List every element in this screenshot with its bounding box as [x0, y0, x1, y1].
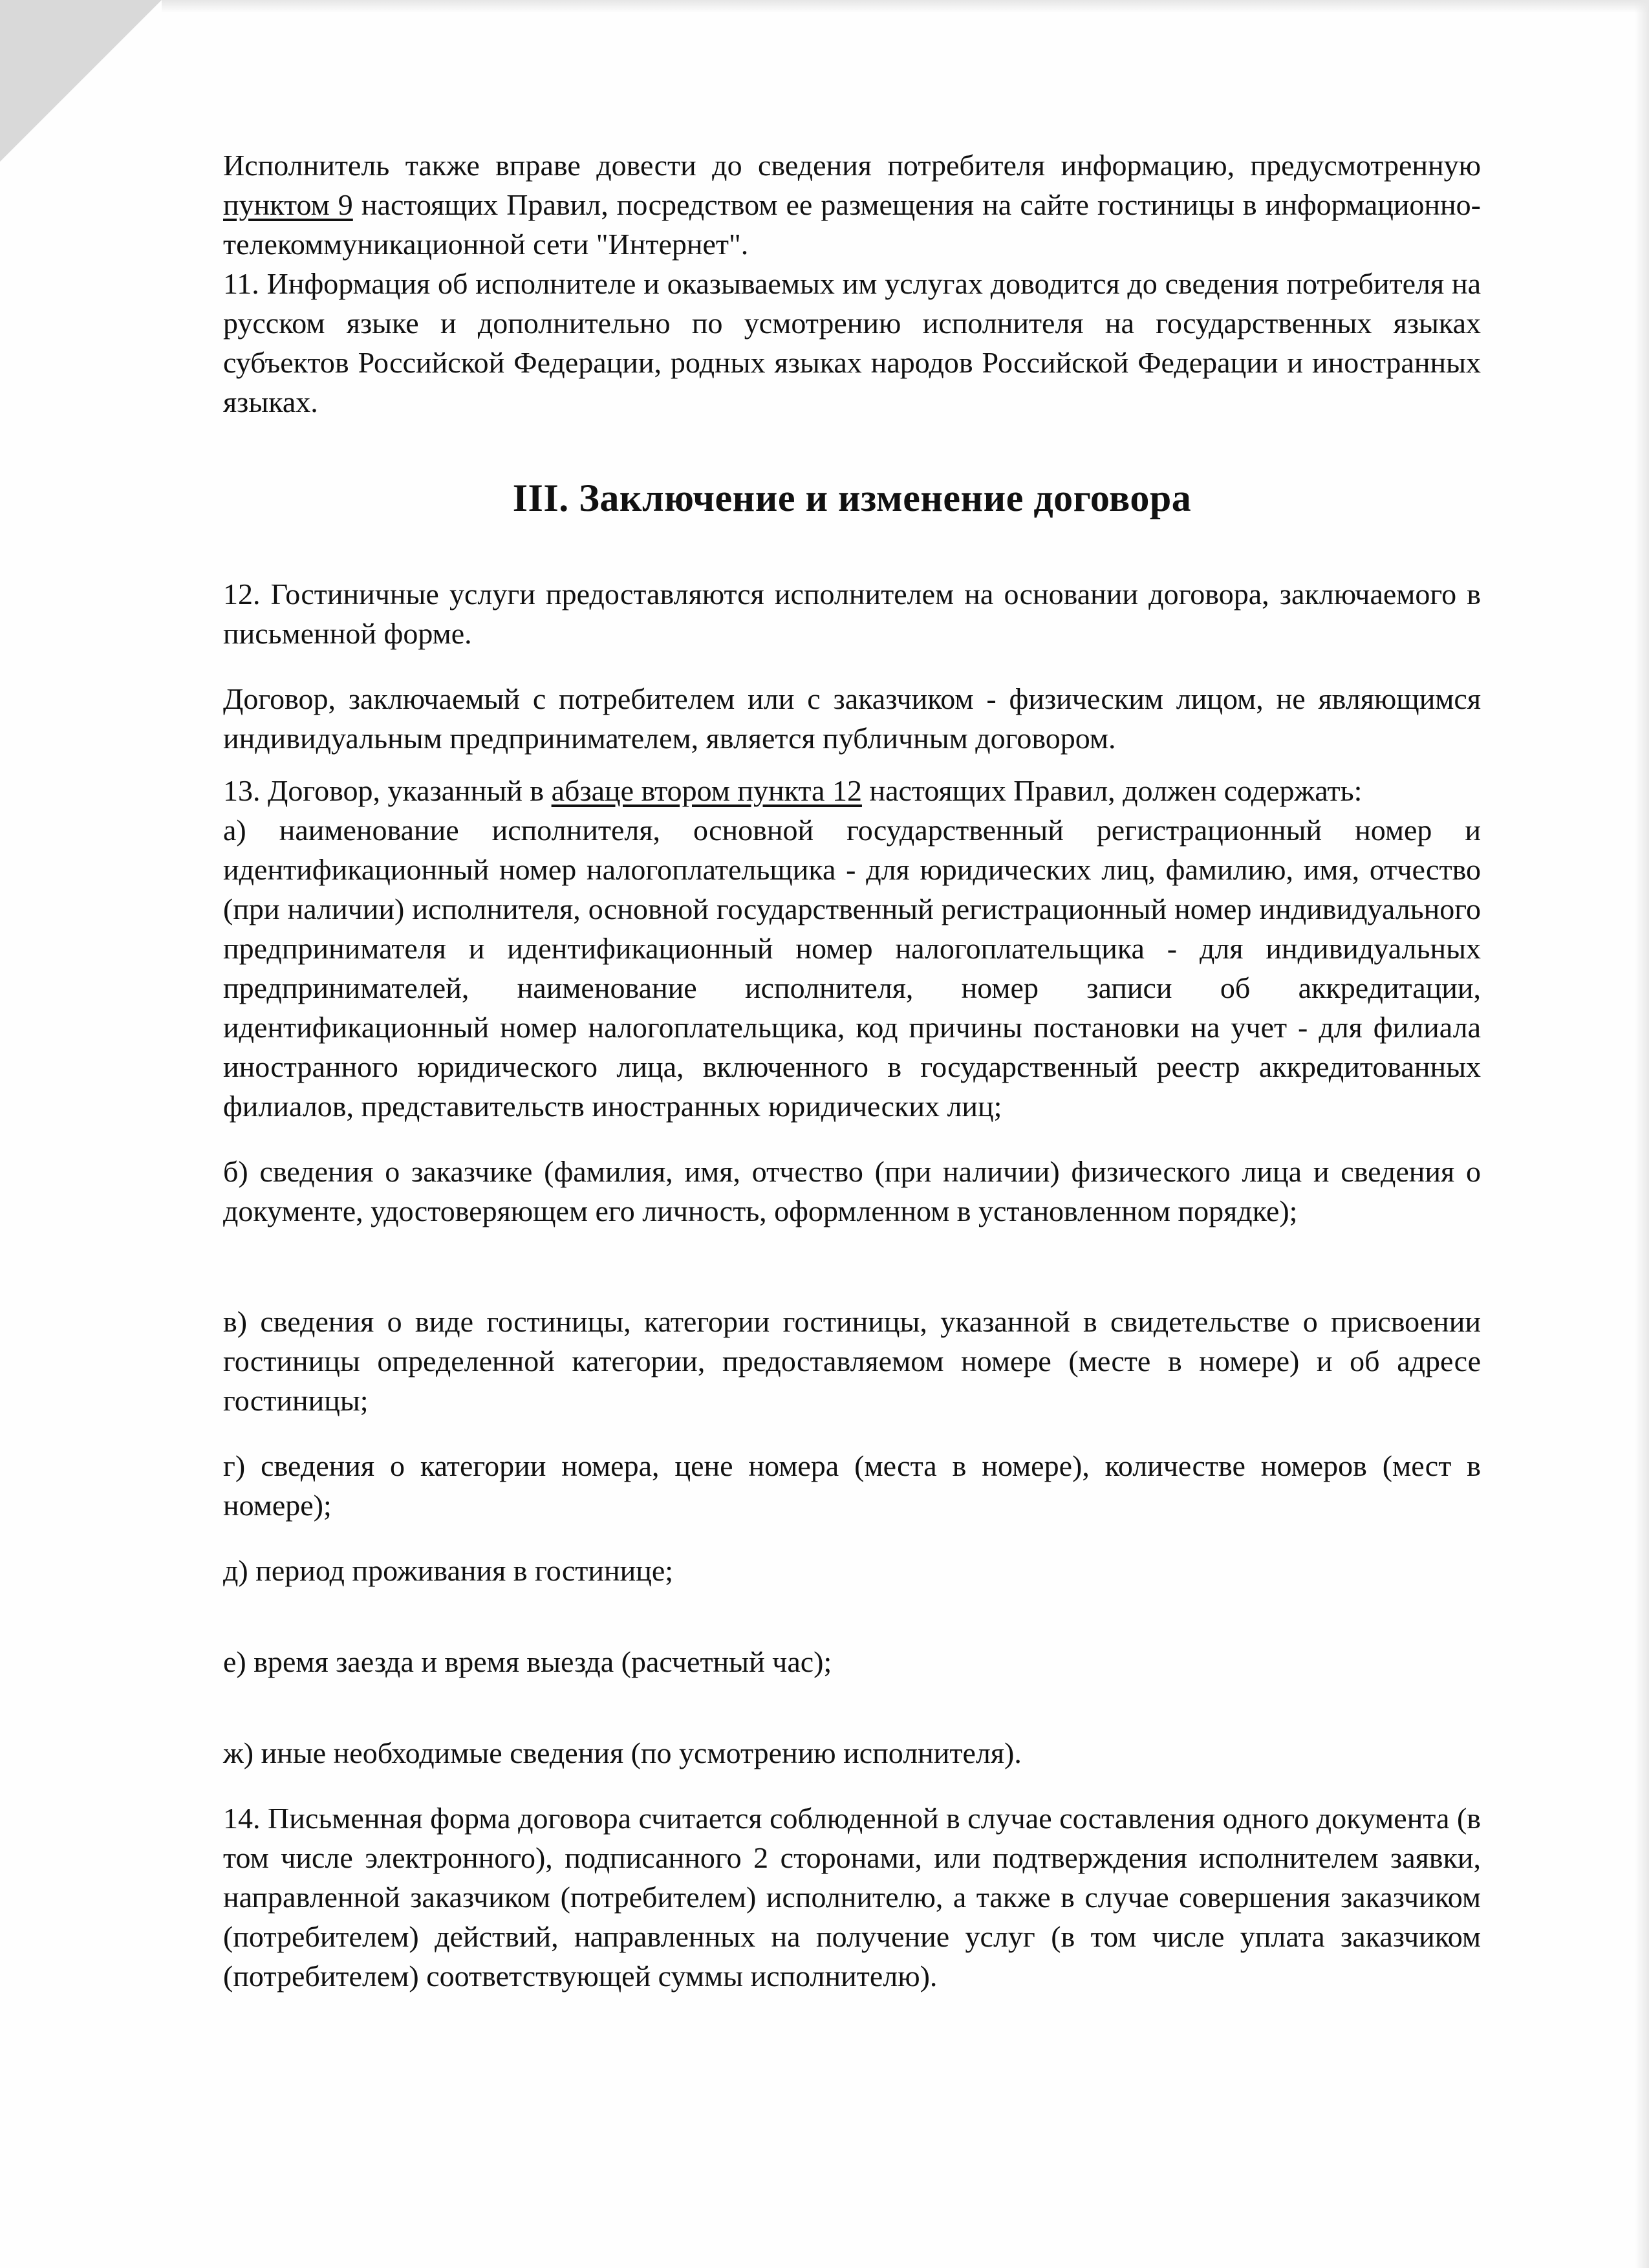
folded-corner: [0, 0, 162, 162]
scan-right-edge: [1635, 0, 1649, 2268]
list-item-d: д) период проживания в гостинице;: [223, 1554, 674, 1587]
paragraph-13-text-start: 13. Договор, указанный в: [223, 774, 552, 807]
paragraph-14: 14. Письменная форма договора считается соблюденной в случае составления одного документа (в том числе электронного), подписанного 2 сторонами, или подтверждения исполнителем заявки, направленной заказчиком (потребителем) исполнителю, а также в случае совершения заказчиком (потребителем) действий, направленных на получение услуг (в том числе уплата заказчиком (потребителем) соответствующей суммы исполнителю).: [223, 1802, 1481, 1993]
paragraph-10-text-start: Исполнитель также вправе довести до сведения потребителя информацию, предусмотренную: [223, 149, 1481, 182]
list-item-zh: ж) иные необходимые сведения (по усмотрению исполнителя).: [223, 1736, 1022, 1769]
reference-link-point-12[interactable]: абзаце втором пункта 12: [551, 774, 862, 807]
reference-link-point-9[interactable]: пунктом 9: [223, 188, 353, 221]
paragraph-13-text-end: настоящих Правил, должен содержать:: [861, 774, 1363, 807]
list-item-b: б) сведения о заказчике (фамилия, имя, отчество (при наличии) физического лица и сведения о документе, удостоверяющем его личность, оформленном в установленном порядке);: [223, 1155, 1481, 1227]
paragraph-13: [223, 771, 1481, 810]
list-item-a: а) наименование исполнителя, основной государственный регистрационный номер и идентификационный номер налогоплательщика - для юридических лиц, фамилию, имя, отчество (при наличии) исполнителя, основной государственный регистрационный номер индивидуального предпринимателя и идентификационный номер налогоплательщика - для индивидуальных предпринимателей, наименование исполнителя, номер записи об аккредитации, идентификационный номер налогоплательщика, код причины постановки на учет - для филиала иностранного юридического лица, включенного в государственный реестр аккредитованных филиалов, представительств иностранных юридических лиц;: [223, 814, 1481, 1123]
document-body: [223, 146, 1481, 1996]
list-item-g: г) сведения о категории номера, цене номера (места в номере), количестве номеров (мест в номере);: [223, 1449, 1481, 1522]
paragraph-10-text-end: настоящих Правил, посредством ее размещения на сайте гостиницы в информационно-телекоммуникационной сети "Интернет".: [223, 188, 1481, 261]
paragraph-12: 12. Гостиничные услуги предоставляются исполнителем на основании договора, заключаемого в письменной форме.: [223, 578, 1481, 650]
paragraph-12-public-contract: Договор, заключаемый с потребителем или с заказчиком - физическим лицом, не являющимся индивидуальным предпринимателем, является публичным договором.: [223, 682, 1481, 755]
list-item-v: в) сведения о виде гостиницы, категории гостиницы, указанной в свидетельстве о присвоении гостиницы определенной категории, предоставляемом номере (месте в номере) и об адресе гостиницы;: [223, 1305, 1481, 1417]
scan-top-edge: [162, 0, 1649, 13]
paragraph-11: 11. Информация об исполнителе и оказываемых им услугах доводится до сведения потребителя на русском языке и дополнительно по усмотрению исполнителя на государственных языках субъектов Российской Федерации, родных языках народов Российской Федерации и иностранных языках.: [223, 267, 1481, 418]
section-heading: III. Заключение и изменение договора: [512, 477, 1192, 519]
paragraph-10-continuation: [223, 146, 1481, 264]
list-item-e: е) время заезда и время выезда (расчетный час);: [223, 1645, 832, 1678]
